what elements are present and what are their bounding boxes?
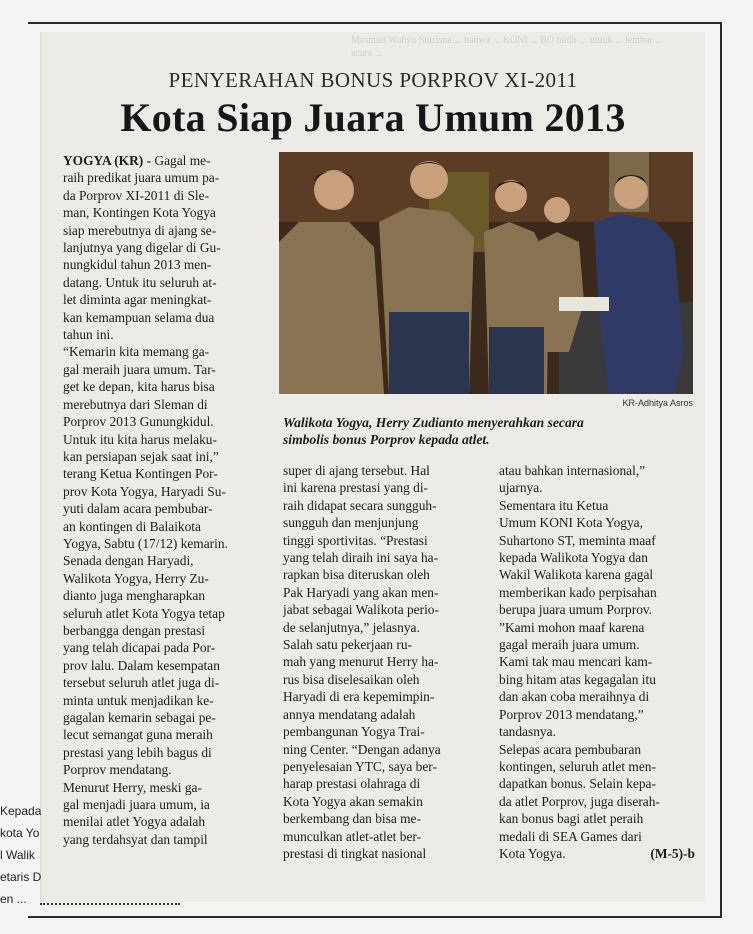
photo-credit: KR-Adhitya Asros bbox=[622, 398, 693, 408]
photo-illustration bbox=[279, 152, 693, 394]
adjacent-article-edge-text: Kepada kota Yo l Walik etaris D en ... bbox=[0, 804, 42, 906]
dateline: YOGYA (KR) - bbox=[63, 153, 152, 168]
news-photo bbox=[279, 152, 693, 394]
bleed-through-text: Masmud Wahyu Sutrisna ... bahwa ... KONI ... BO hadir ... untuk ... lembar ... acara ... bbox=[351, 35, 663, 59]
dotted-leader bbox=[40, 903, 180, 905]
article-kicker: PENYERAHAN BONUS PORPROV XI-2011 bbox=[168, 68, 578, 92]
article-column-3 bbox=[499, 462, 695, 862]
column-1-text: Gagal me- raih predikat juara umum pa- da Porprov XI-2011 di Sle- man, Kontingen Kota Yogya siap merebutnya di ajang se- lanjutnya yang digelar di Gu- nungkidul tahun 2013 men- datang. Untuk itu seluruh at- let diminta agar meningkat- kan kemampuan selama dua tahun ini. “Kemarin kita memang ga- gal meraih juara umum. Tar- get ke depan, kita harus bisa merebutnya dari Sleman di Porprov 2013 Gunungkidul. Untuk itu kita harus melaku- kan persiapan sejak saat ini,” terang Ketua Kontingen Por- prov Kota Yogya, Haryadi Su- yuti dalam acara pembubar- an kontingen di Balaikota Yogya, Sabtu (17/12) kemarin. Senada dengan Haryadi, Walikota Yogya, Herry Zu- dianto juga mengharapkan seluruh atlet Kota Yogya tetap berbangga dengan prestasi yang telah dicapai pada Por- prov lalu. Dalam kesempatan tersebut seluruh atlet juga di- minta untuk menjadikan ke- gagalan kemarin sebagai pe- lecut semangat guna meraih prestasi yang lebih bagus di Porprov mendatang. Menurut Herry, meski ga- gal menjadi juara umum, ia menilai atlet Yogya adalah yang terdahsyat dan tampil bbox=[63, 153, 228, 847]
article-column-1 bbox=[63, 152, 259, 848]
article-column-2: super di ajang tersebut. Hal ini karena prestasi yang di- raih didapat secara sungguh- sungguh dan menjunjung tinggi sportivitas. “Prestasi yang telah diraih ini saya ha- rapkan bisa diteruskan oleh Pak Haryadi yang akan men- jabat sebagai Walikota perio- de selanjutnya,” jelasnya. Salah satu pekerjaan ru- mah yang menurut Herry ha- rus bisa diselesaikan oleh Haryadi di era kepemimpin- annya mendatang adalah pembangunan Yogya Trai- ning Center. “Dengan adanya penyelesaian YTC, saya ber- harap prestasi olahraga di Kota Yogya akan semakin berkembang dan bisa me- munculkan atlet-atlet ber- prestasi di tingkat nasional bbox=[283, 463, 441, 861]
photo-caption: Walikota Yogya, Herry Zudianto menyerahkan secara simbolis bonus Porprov kepada atlet. bbox=[283, 415, 584, 447]
column-3-text: atau bahkan internasional,” ujarnya. Sementara itu Ketua Umum KONI Kota Yogya, Suhartono ST, meminta maaf kepada Walikota Yogya dan Wakil Walikota karena gagal memberikan kado perpisahan berupa juara umum Porprov. ”Kami mohon maaf karena gagal meraih juara umum. Kami tak mau mencari kam- bing hitam atas kegagalan itu dan akan coba meraihnya di Porprov 2013 mendatang,” tandasnya. Selepas acara pembubaran kontingen, seluruh atlet men- dapatkan bonus. Selain kepa- da atlet Porprov, juga diserah- kan bonus bagi atlet peraih medali di SEA Games dari Kota Yogya. bbox=[499, 463, 660, 861]
author-signature: (M-5)-b bbox=[650, 845, 695, 861]
newspaper-clipping bbox=[40, 32, 705, 902]
article-headline: Kota Siap Juara Umum 2013 bbox=[120, 95, 626, 140]
